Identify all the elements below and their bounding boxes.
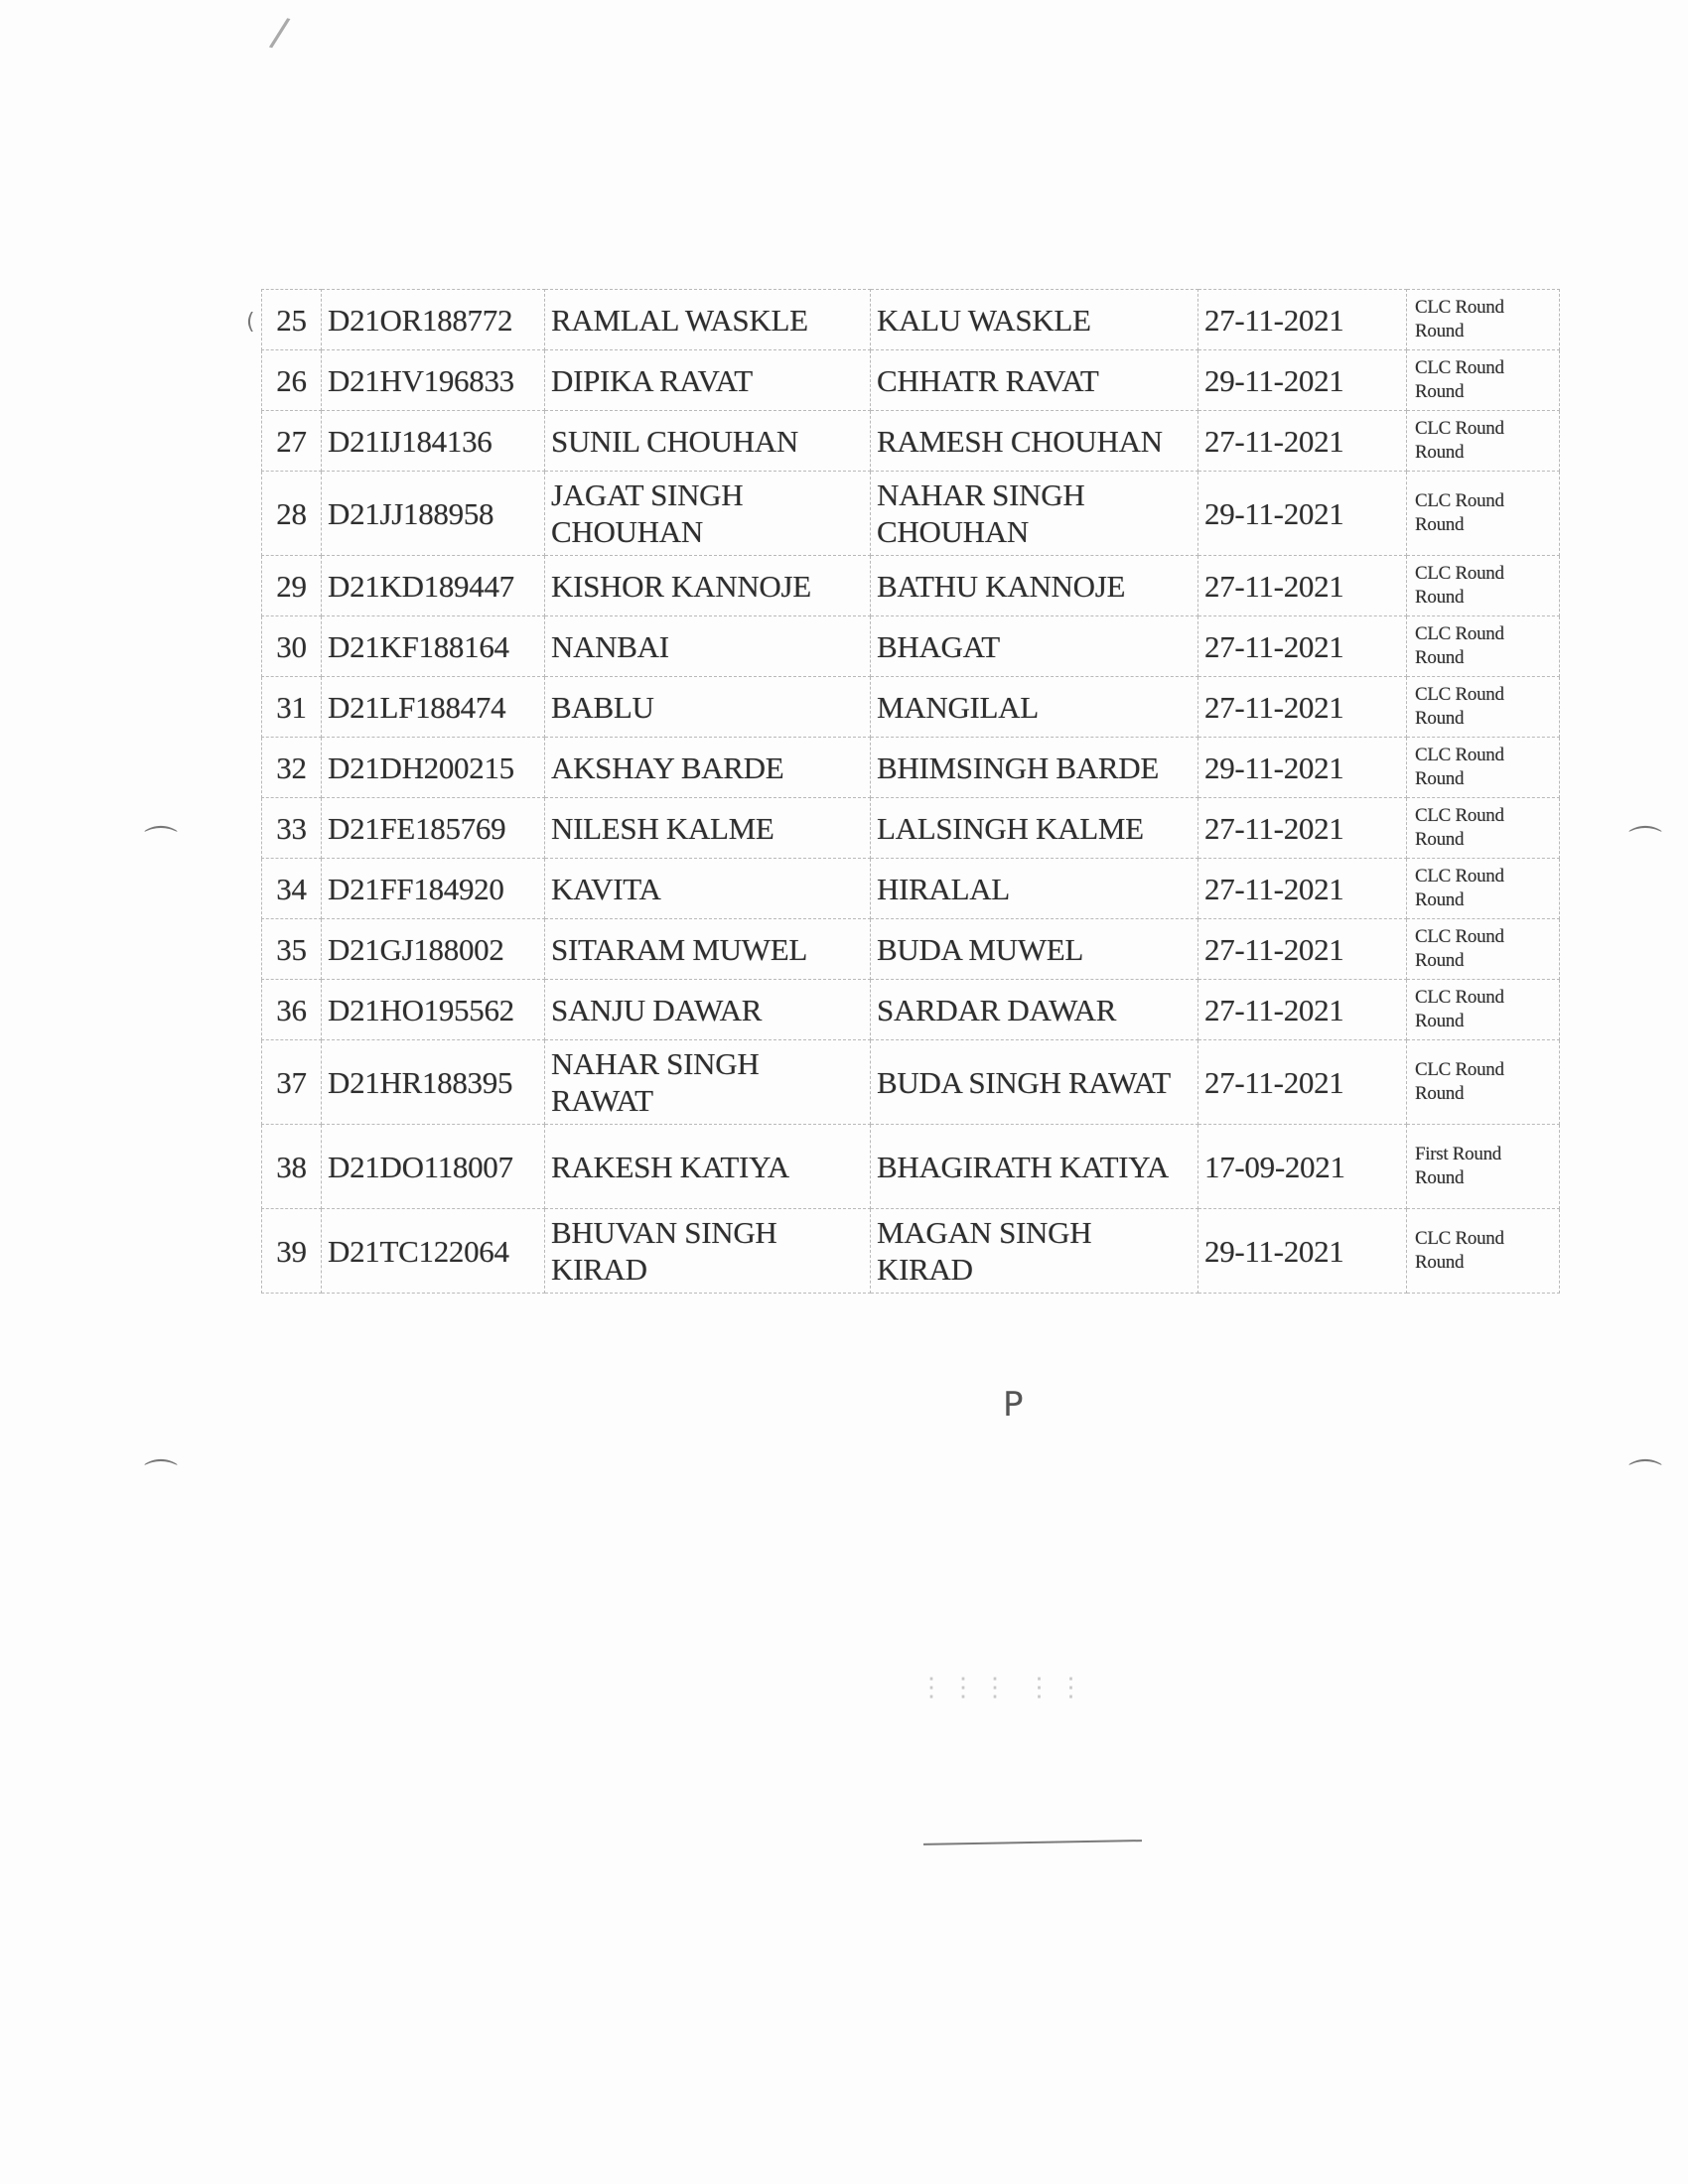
date-cell: 29-11-2021 [1198, 350, 1407, 411]
father-name-cell: HIRALAL [871, 859, 1198, 919]
table-row [262, 798, 1560, 859]
round-cell: CLC Round Round [1407, 738, 1560, 798]
registration-code-cell: D21OR188772 [322, 290, 545, 350]
father-name-cell: BUDA SINGH RAWAT [871, 1040, 1198, 1125]
father-name-cell: SARDAR DAWAR [871, 980, 1198, 1040]
candidate-name-cell: RAKESH KATIYA [545, 1125, 871, 1209]
date-cell: 27-11-2021 [1198, 616, 1407, 677]
candidate-name-cell: NAHAR SINGH RAWAT [545, 1040, 871, 1125]
father-name-cell: RAMESH CHOUHAN [871, 411, 1198, 472]
father-name-cell: BUDA MUWEL [871, 919, 1198, 980]
registration-code-cell: D21JJ188958 [322, 472, 545, 556]
candidate-name-cell: BHUVAN SINGH KIRAD [545, 1209, 871, 1294]
serial-number-cell: 36 [262, 980, 322, 1040]
candidate-table [261, 289, 1560, 1294]
date-cell: 27-11-2021 [1198, 919, 1407, 980]
registration-code-cell: D21HV196833 [322, 350, 545, 411]
father-name-cell: CHHATR RAVAT [871, 350, 1198, 411]
date-cell: 27-11-2021 [1198, 859, 1407, 919]
round-cell: CLC Round Round [1407, 798, 1560, 859]
father-name-cell: BATHU KANNOJE [871, 556, 1198, 616]
candidate-name-cell: DIPIKA RAVAT [545, 350, 871, 411]
scan-mark-left-1: ⌒ [144, 824, 178, 864]
serial-number-cell: 27 [262, 411, 322, 472]
table-row [262, 556, 1560, 616]
round-cell: First Round Round [1407, 1125, 1560, 1209]
serial-number-cell: 30 [262, 616, 322, 677]
table-row [262, 1125, 1560, 1209]
candidate-name-cell: NILESH KALME [545, 798, 871, 859]
scan-mark-right-1: ⌒ [1628, 824, 1662, 864]
registration-code-cell: D21DH200215 [322, 738, 545, 798]
serial-number-cell: 37 [262, 1040, 322, 1125]
father-name-cell: BHAGAT [871, 616, 1198, 677]
registration-code-cell: D21KD189447 [322, 556, 545, 616]
table-row [262, 350, 1560, 411]
registration-code-cell: D21LF188474 [322, 677, 545, 738]
date-cell: 27-11-2021 [1198, 556, 1407, 616]
serial-number-cell: 32 [262, 738, 322, 798]
candidate-name-cell: JAGAT SINGH CHOUHAN [545, 472, 871, 556]
father-name-cell: LALSINGH KALME [871, 798, 1198, 859]
table-row [262, 411, 1560, 472]
candidate-name-cell: SUNIL CHOUHAN [545, 411, 871, 472]
round-cell: CLC Round Round [1407, 411, 1560, 472]
father-name-cell: KALU WASKLE [871, 290, 1198, 350]
round-cell: CLC Round Round [1407, 556, 1560, 616]
date-cell: 17-09-2021 [1198, 1125, 1407, 1209]
round-cell: CLC Round Round [1407, 1040, 1560, 1125]
serial-number-cell: 38 [262, 1125, 322, 1209]
serial-number-cell: 35 [262, 919, 322, 980]
table-row [262, 738, 1560, 798]
round-cell: CLC Round Round [1407, 472, 1560, 556]
round-cell: CLC Round Round [1407, 677, 1560, 738]
date-cell: 29-11-2021 [1198, 472, 1407, 556]
father-name-cell: MAGAN SINGH KIRAD [871, 1209, 1198, 1294]
registration-code-cell: D21TC122064 [322, 1209, 545, 1294]
table-row [262, 677, 1560, 738]
round-cell: CLC Round Round [1407, 919, 1560, 980]
round-cell: CLC Round Round [1407, 1209, 1560, 1294]
faint-stamp: ⋮⋮⋮ ⋮⋮ [918, 1673, 1090, 1702]
serial-number-cell: 39 [262, 1209, 322, 1294]
signature-line [923, 1840, 1142, 1845]
registration-code-cell: D21GJ188002 [322, 919, 545, 980]
father-name-cell: BHIMSINGH BARDE [871, 738, 1198, 798]
scan-mark-edge: / [267, 9, 293, 57]
scan-mark-right-2: ⌒ [1628, 1457, 1662, 1497]
father-name-cell: NAHAR SINGH CHOUHAN [871, 472, 1198, 556]
table-row [262, 980, 1560, 1040]
scan-speck: ( [246, 310, 255, 335]
round-cell: CLC Round Round [1407, 290, 1560, 350]
candidate-name-cell: NANBAI [545, 616, 871, 677]
registration-code-cell: D21HR188395 [322, 1040, 545, 1125]
serial-number-cell: 28 [262, 472, 322, 556]
date-cell: 27-11-2021 [1198, 798, 1407, 859]
table-row [262, 919, 1560, 980]
table-row [262, 859, 1560, 919]
father-name-cell: MANGILAL [871, 677, 1198, 738]
candidate-name-cell: RAMLAL WASKLE [545, 290, 871, 350]
candidate-name-cell: SANJU DAWAR [545, 980, 871, 1040]
date-cell: 29-11-2021 [1198, 1209, 1407, 1294]
date-cell: 29-11-2021 [1198, 738, 1407, 798]
candidate-name-cell: AKSHAY BARDE [545, 738, 871, 798]
serial-number-cell: 26 [262, 350, 322, 411]
round-cell: CLC Round Round [1407, 859, 1560, 919]
registration-code-cell: D21HO195562 [322, 980, 545, 1040]
table-row [262, 616, 1560, 677]
candidate-name-cell: KISHOR KANNOJE [545, 556, 871, 616]
serial-number-cell: 33 [262, 798, 322, 859]
table-row [262, 472, 1560, 556]
round-cell: CLC Round Round [1407, 616, 1560, 677]
serial-number-cell: 31 [262, 677, 322, 738]
registration-code-cell: D21FE185769 [322, 798, 545, 859]
father-name-cell: BHAGIRATH KATIYA [871, 1125, 1198, 1209]
registration-code-cell: D21FF184920 [322, 859, 545, 919]
round-cell: CLC Round Round [1407, 350, 1560, 411]
handwritten-mark: P [1003, 1385, 1024, 1425]
registration-code-cell: D21IJ184136 [322, 411, 545, 472]
table-row [262, 290, 1560, 350]
table-row [262, 1209, 1560, 1294]
date-cell: 27-11-2021 [1198, 980, 1407, 1040]
round-cell: CLC Round Round [1407, 980, 1560, 1040]
scan-mark-left-2: ⌒ [144, 1457, 178, 1497]
candidate-name-cell: KAVITA [545, 859, 871, 919]
serial-number-cell: 29 [262, 556, 322, 616]
registration-code-cell: D21DO118007 [322, 1125, 545, 1209]
serial-number-cell: 25 [262, 290, 322, 350]
candidate-table-body [262, 290, 1560, 1294]
candidate-name-cell: SITARAM MUWEL [545, 919, 871, 980]
serial-number-cell: 34 [262, 859, 322, 919]
date-cell: 27-11-2021 [1198, 677, 1407, 738]
date-cell: 27-11-2021 [1198, 1040, 1407, 1125]
registration-code-cell: D21KF188164 [322, 616, 545, 677]
candidate-name-cell: BABLU [545, 677, 871, 738]
table-row [262, 1040, 1560, 1125]
date-cell: 27-11-2021 [1198, 411, 1407, 472]
date-cell: 27-11-2021 [1198, 290, 1407, 350]
